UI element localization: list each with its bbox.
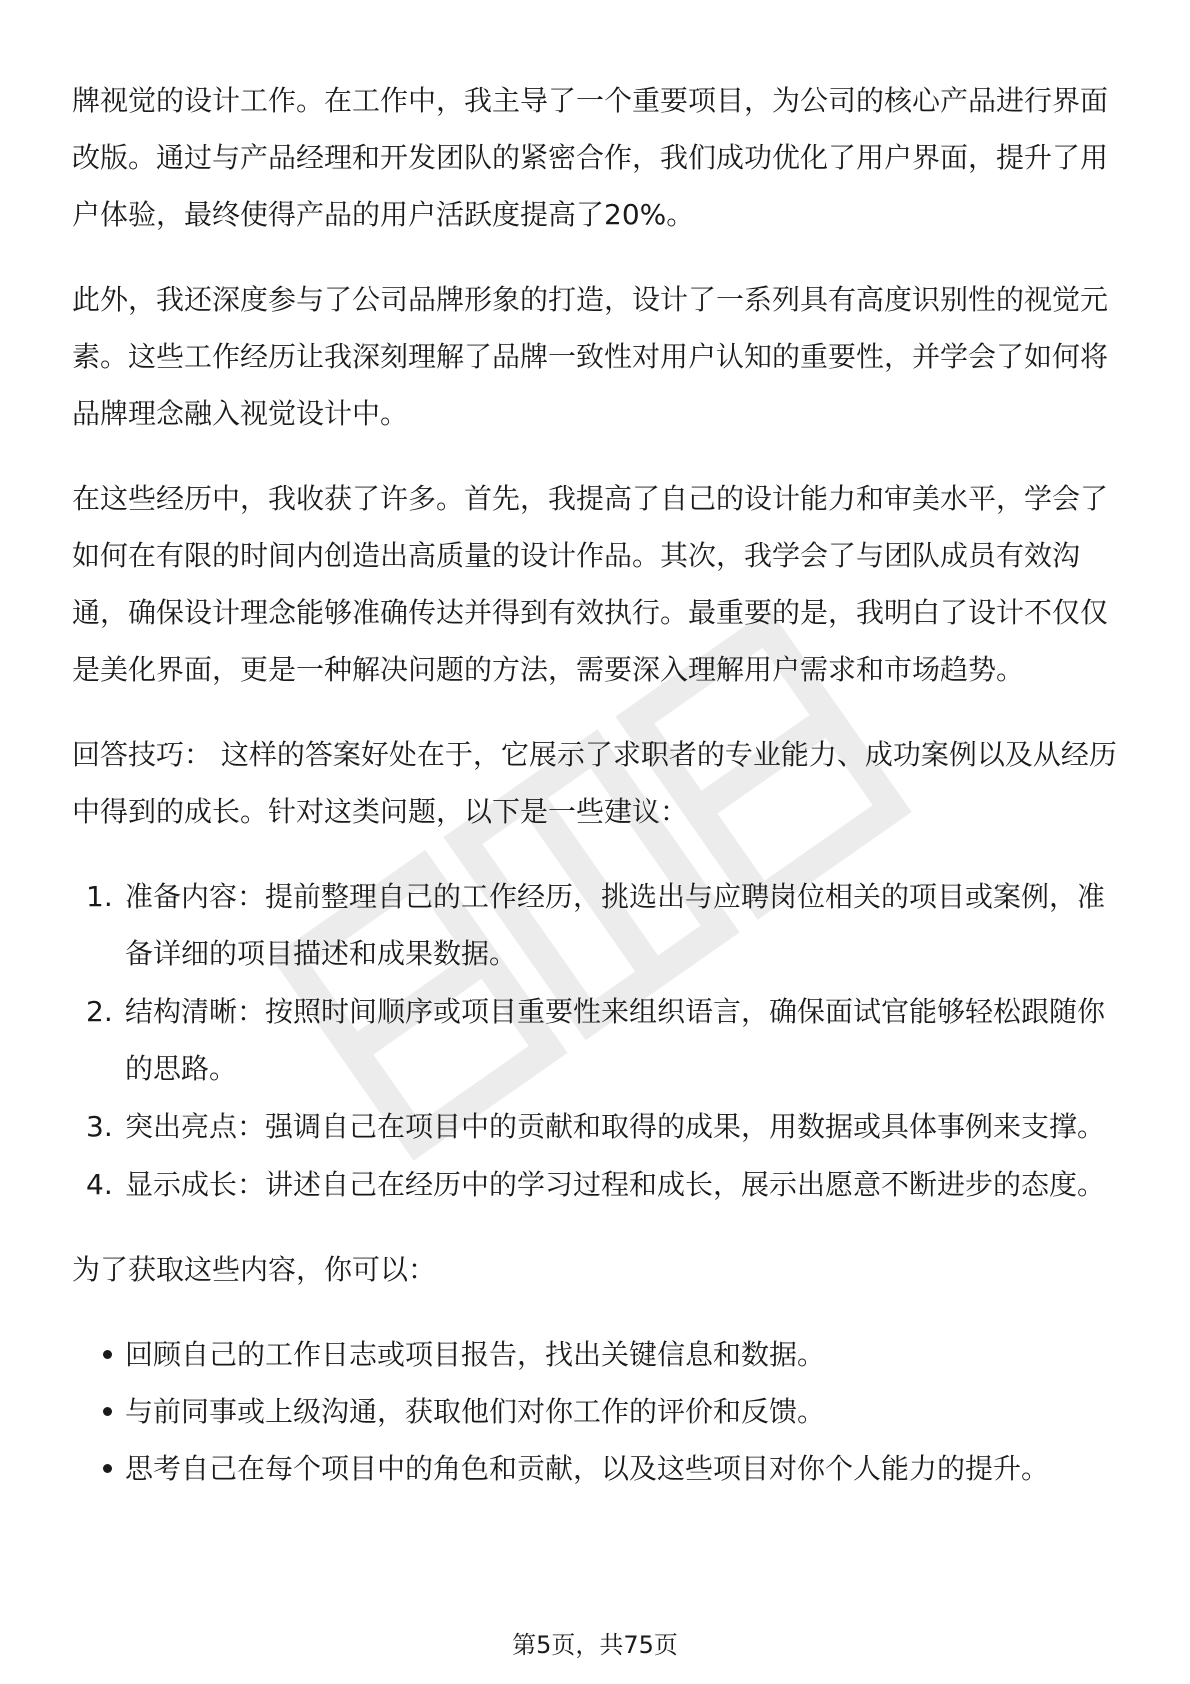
tips-intro: 为了获取这些内容，你可以： [72,1253,437,1286]
suggestion-text: 结构清晰：按照时间顺序或项目重要性来组织语言，确保面试官能够轻松跟随你的思路。 [125,995,1106,1085]
suggestion-item [72,1098,1132,1155]
list-number: 2. [86,995,113,1028]
suggestion-text: 显示成长：讲述自己在经历中的学习过程和成长，展示出愿意不断进步的态度。 [125,1168,1106,1201]
list-number: 1. [86,880,113,913]
document-page [72,72,1132,1497]
tips-list [72,1326,1132,1497]
list-number: 4. [86,1168,113,1201]
suggestion-list [72,868,1132,1213]
tip-item [72,1440,1132,1497]
bullet-icon [103,1464,112,1473]
bullet-icon [103,1407,112,1416]
suggestion-text: 准备内容：提前整理自己的工作经历，挑选出与应聘岗位相关的项目或案例，准备详细的项目描述和成果数据。 [125,880,1106,970]
suggestion-text: 突出亮点：强调自己在项目中的贡献和取得的成果，用数据或具体事例来支撑。 [125,1110,1106,1143]
tip-text: 与前同事或上级沟通，获取他们对你工作的评价和反馈。 [125,1395,826,1428]
suggestion-item [72,868,1132,982]
paragraph-brand-image: 此外，我还深度参与了公司品牌形象的打造，设计了一系列具有高度识别性的视觉元素。这些工作经历让我深刻理解了品牌一致性对用户认知的重要性，并学会了如何将品牌理念融入视觉设计中。 [72,283,1109,430]
tip-item [72,1326,1132,1383]
suggestion-item [72,1156,1132,1213]
paragraph-gains: 在这些经历中，我收获了许多。首先，我提高了自己的设计能力和审美水平，学会了如何在有限的时间内创造出高质量的设计作品。其次，我学会了与团队成员有效沟通，确保设计理念能够准确传达并得到有效执行。最重要的是，我明白了设计不仅仅是美化界面，更是一种解决问题的方法，需要深入理解用户需求和市场趋势。 [72,482,1109,686]
suggestion-item [72,983,1132,1097]
paragraph-answer-tips: 回答技巧： 这样的答案好处在于，它展示了求职者的专业能力、成功案例以及从经历中得到的成长。针对这类问题，以下是一些建议： [72,738,1117,828]
tip-text: 思考自己在每个项目中的角色和贡献，以及这些项目对你个人能力的提升。 [125,1452,1050,1485]
list-number: 3. [86,1110,113,1143]
bullet-icon [103,1350,112,1359]
tip-text: 回顾自己的工作日志或项目报告，找出关键信息和数据。 [125,1338,826,1371]
paragraph-work-experience: 牌视觉的设计工作。在工作中，我主导了一个重要项目，为公司的核心产品进行界面改版。通过与产品经理和开发团队的紧密合作，我们成功优化了用户界面，提升了用户体验，最终使得产品的用户活跃度提高了20%。 [72,84,1109,231]
page-number-footer: 第5页，共75页 [512,1631,678,1659]
tip-item [72,1383,1132,1440]
